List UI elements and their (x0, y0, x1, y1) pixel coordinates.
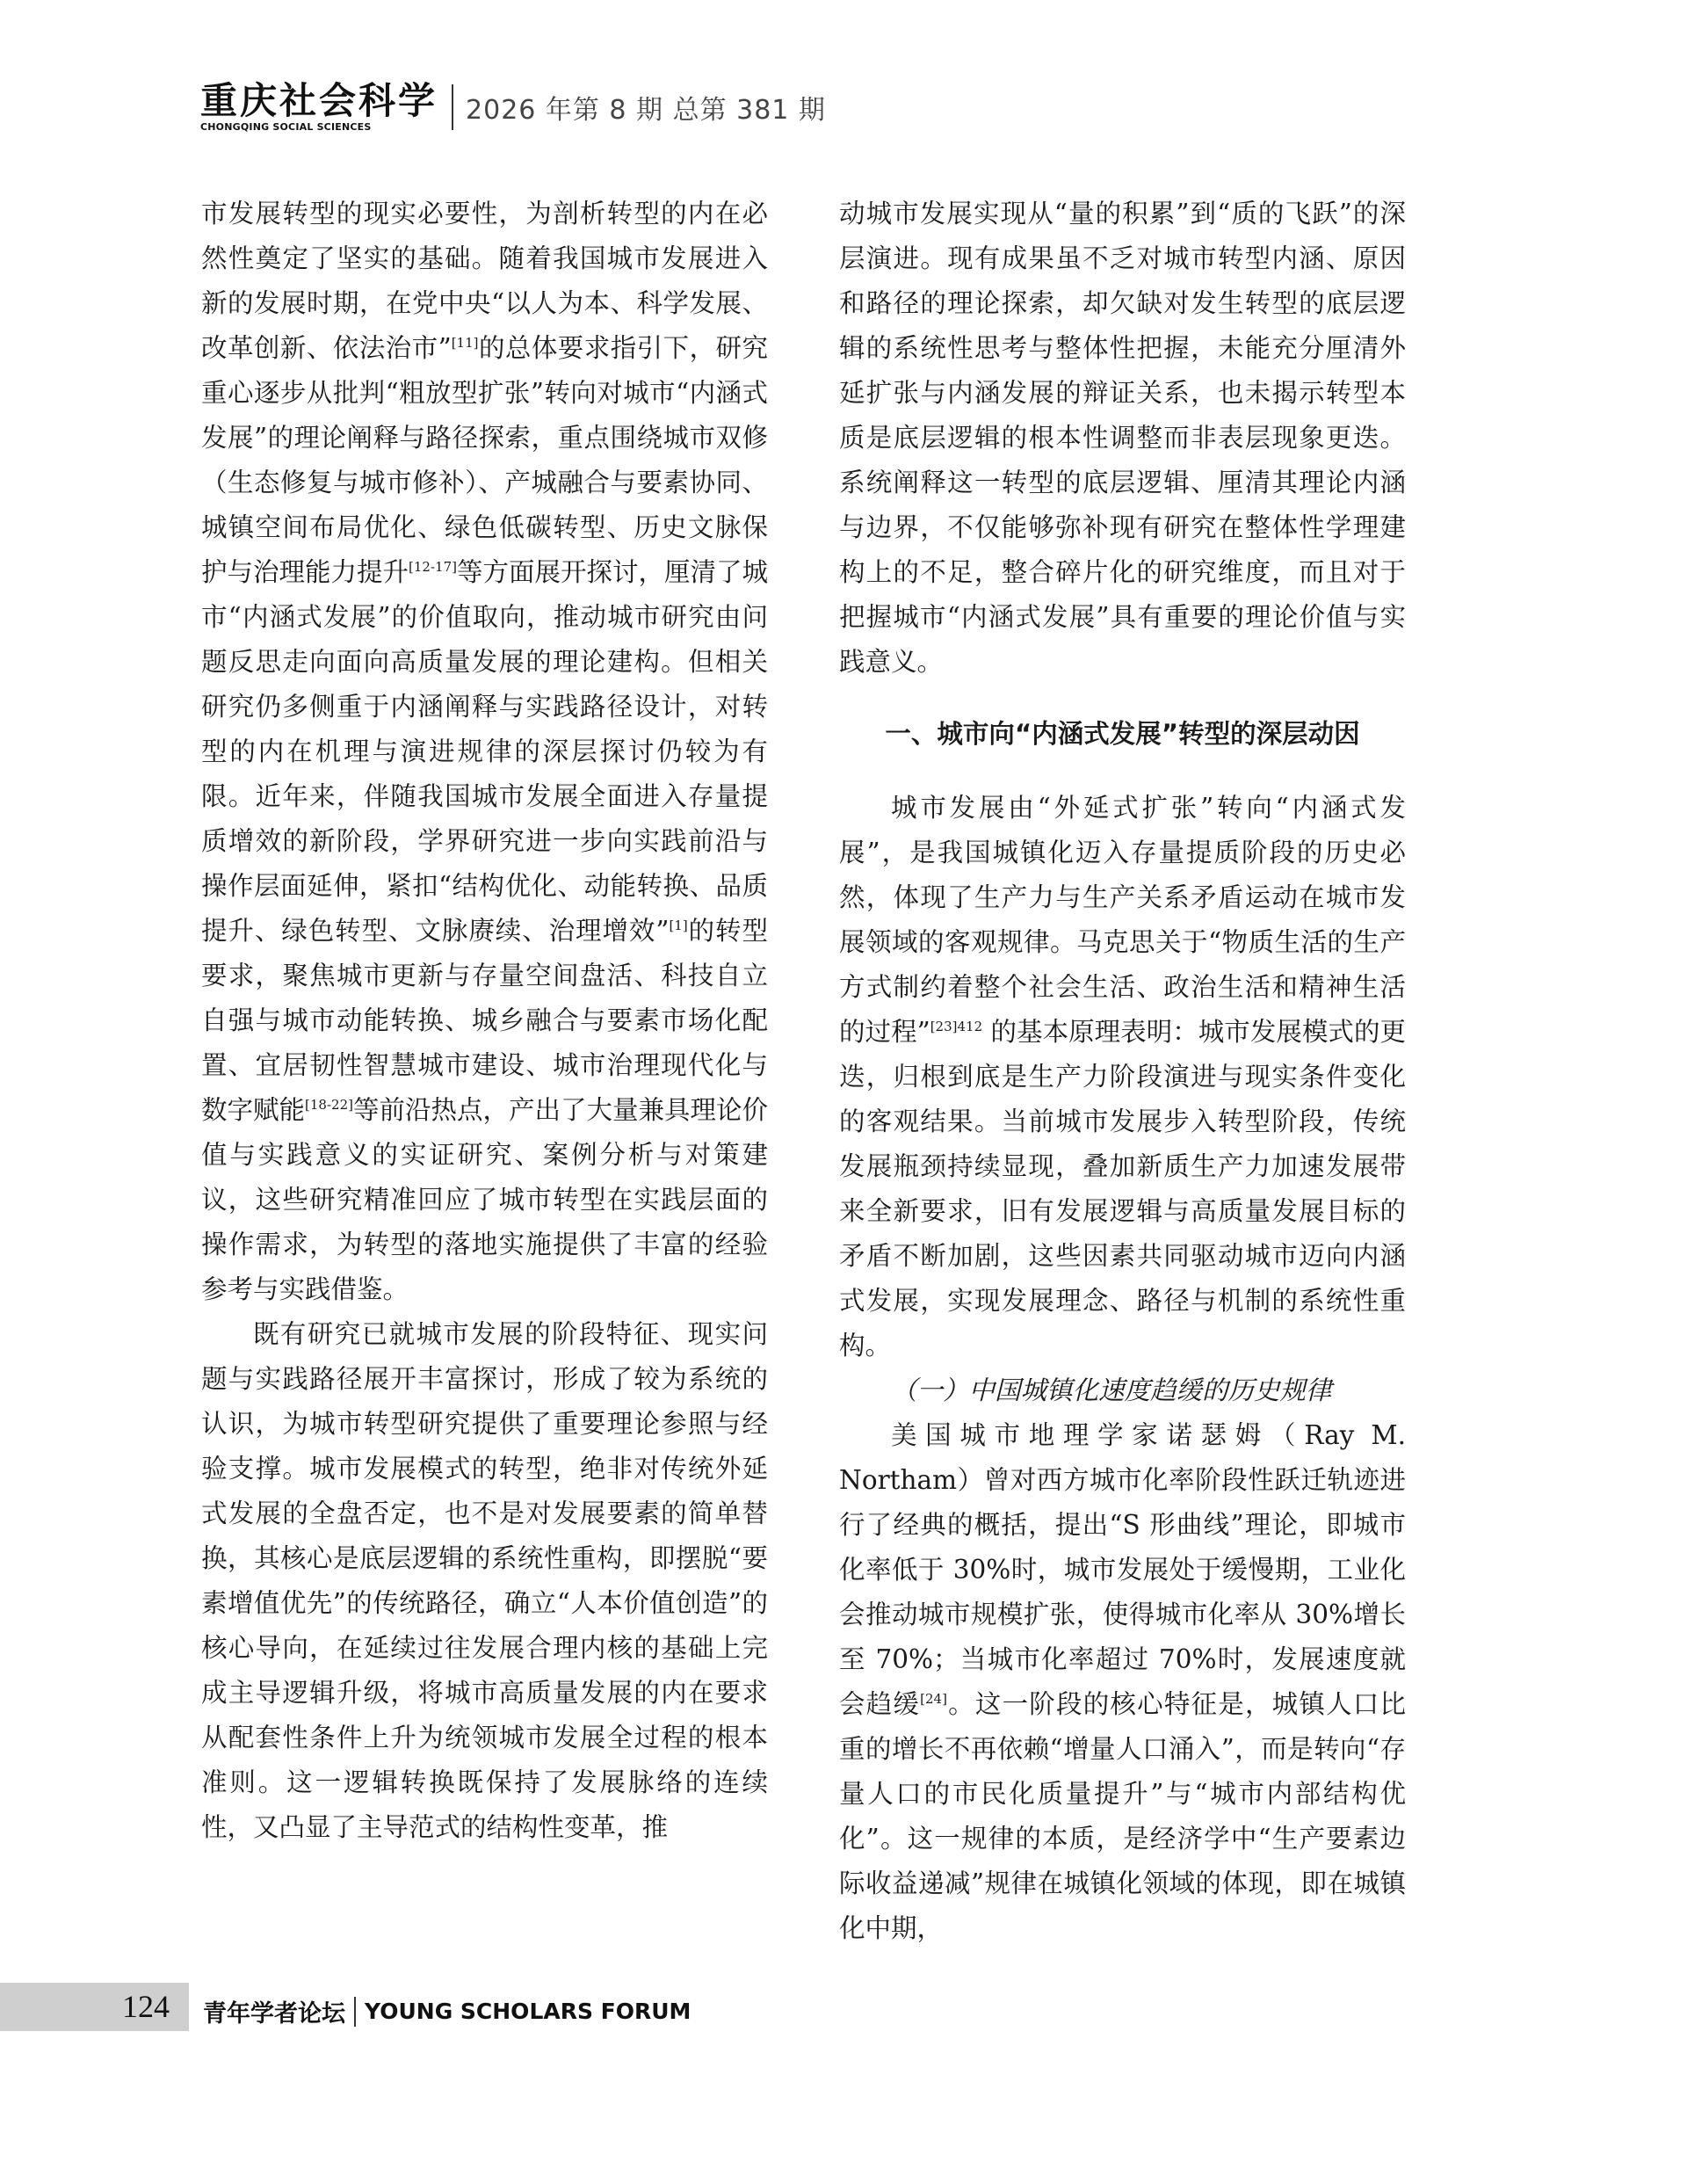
paragraph: 美国城市地理学家诺瑟姆（Ray M. Northam）曾对西方城市化率阶段性跃迁轨迹进行了经典的概括，提出“S 形曲线”理论，即城市化率低于 30%时，城市发展处于缓慢期，工业化会推动城市规模扩张，使得城市化率从 30%增长至 70%；当城市化率超过 70%时，发展速度就会趋缓[24]。这一阶段的核心特征是，城镇人口比重的增长不再依赖“增量人口涌入”，而是转向“存量人口的市民化质量提升”与“城市内部结构优化”。这一规律的本质，是经济学中“生产要素边际收益递减”规律在城镇化领域的体现，即在城镇化中期， (839, 1420, 1406, 1943)
citation: [18-22] (305, 1097, 353, 1114)
journal-logo (200, 81, 438, 133)
citation: [11] (451, 335, 479, 352)
footer-divider (354, 1997, 356, 2027)
section-label (203, 1994, 691, 2028)
section-label-cn: 青年学者论坛 (203, 2000, 345, 2028)
section-label-en: YOUNG SCHOLARS FORUM (365, 1999, 691, 2024)
citation: [24] (920, 1691, 947, 1708)
journal-title-cn: 重庆社会科学 (200, 79, 438, 122)
paragraph: 城市发展由“外延式扩张”转向“内涵式发展”，是我国城镇化迈入存量提质阶段的历史必然，体现了生产力与生产关系矛盾运动在城市发展领域的客观规律。马克思关于“物质生活的生产方式制约着整个社会生活、政治生活和精神生活的过程”$^{[23]412}$ 的基本原理表明：城市发展模式的更迭，归根到底是生产力阶段演进与现实条件变化的客观结果。当前城市发展步入转型阶段，传统发展瓶颈持续显现，叠加新质生产力加速发展带来全新要求，旧有发展逻辑与高质量发展目标的矛盾不断加剧，这些因素共同驱动城市迈向内涵式发展，实现发展理念、路径与机制的系统性重构。 (839, 793, 1406, 1360)
citation: [23]412 (930, 1019, 983, 1035)
page-number: 124 (122, 1989, 170, 2024)
paragraph: 既有研究已就城市发展的阶段特征、现实问题与实践路径展开丰富探讨，形成了较为系统的认识，为城市转型研究提供了重要理论参照与经验支撑。城市发展模式的转型，绝非对传统外延式发展的全盘否定，也不是对发展要素的简单替换，其核心是底层逻辑的系统性重构，即摆脱“要素增值优先”的传统路径，确立“人本价值创造”的核心导向，在延续过往发展合理内核的基础上完成主导逻辑升级，将城市高质量发展的内在要求从配套性条件上升为统领城市发展全过程的根本准则。这一逻辑转换既保持了发展脉络的连续性，又凸显了主导范式的结构性变革，推 (201, 1319, 768, 1842)
running-footer (0, 1983, 1687, 2031)
issue-info: 2026 年第 8 期 总第 381 期 (466, 94, 826, 126)
running-header (200, 81, 826, 133)
citation: [1] (669, 918, 688, 934)
right-column (839, 192, 1406, 1951)
page-number-box (0, 1983, 189, 2031)
paragraph: 市发展转型的现实必要性，为剖析转型的内在必然性奠定了坚实的基础。随着我国城市发展进入新的发展时期，在党中央“以人为本、科学发展、改革创新、依法治市”[11]的总体要求指引下，研究重心逐步从批判“粗放型扩张”转向对城市“内涵式发展”的理论阐释与路径探索，重点围绕城市双修（生态修复与城市修补）、产城融合与要素协同、城镇空间布局优化、绿色低碳转型、历史文脉保护与治理能力提升[12-17]等方面展开探讨，厘清了城市“内涵式发展”的价值取向，推动城市研究由问题反思走向面向高质量发展的理论建构。但相关研究仍多侧重于内涵阐释与实践路径设计，对转型的内在机理与演进规律的深层探讨仍较为有限。近年来，伴随我国城市发展全面进入存量提质增效的新阶段，学界研究进一步向实践前沿与操作层面延伸，紧扣“结构优化、动能转换、品质提升、绿色转型、文脉赓续、治理增效”[1]的转型要求，聚焦城市更新与存量空间盘活、科技自立自强与城市动能转换、城乡融合与要素市场化配置、宜居韧性智慧城市建设、城市治理现代化与数字赋能[18-22]等前沿热点，产出了大量兼具理论价值与实践意义的实证研究、案例分析与对策建议，这些研究精准回应了城市转型在实践层面的操作需求，为转型的落地实施提供了丰富的经验参考与实践借鉴。 (201, 199, 768, 1304)
section-heading: 一、城市向“内涵式发展”转型的深层动因 (885, 719, 1360, 749)
header-divider (452, 84, 453, 130)
subsection-heading: （一）中国城镇化速度趋缓的历史规律 (891, 1375, 1332, 1405)
left-column (201, 192, 768, 1850)
journal-title-en: CHONGQING SOCIAL SCIENCES (200, 121, 372, 133)
paragraph: 动城市发展实现从“量的积累”到“质的飞跃”的深层演进。现有成果虽不乏对城市转型内涵、原因和路径的理论探索，却欠缺对发生转型的底层逻辑的系统性思考与整体性把握，未能充分厘清外延扩张与内涵发展的辩证关系，也未揭示转型本质是底层逻辑的根本性调整而非表层现象更迭。系统阐释这一转型的底层逻辑、厘清其理论内涵与边界，不仅能够弥补现有研究在整体性学理建构上的不足，整合碎片化的研究维度，而且对于把握城市“内涵式发展”具有重要的理论价值与实践意义。 (839, 199, 1406, 677)
citation: [12-17] (409, 559, 457, 576)
